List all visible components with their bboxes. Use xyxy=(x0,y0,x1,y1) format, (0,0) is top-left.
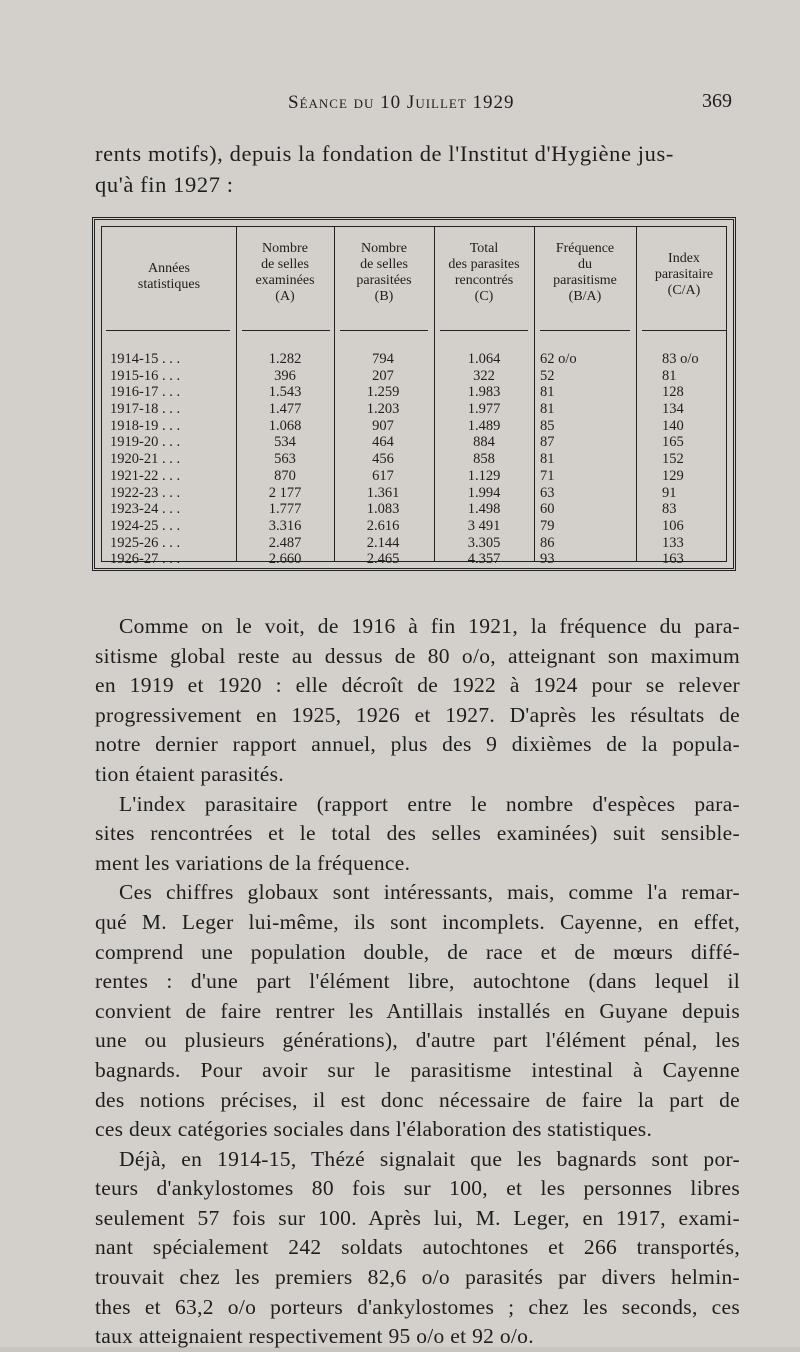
table-cell: 3 491 xyxy=(467,517,501,534)
table-row xyxy=(102,368,726,385)
text-line: Comme on le voit, de 1916 à fin 1921, la fréquence du para- xyxy=(119,614,740,638)
table-cell: 62 o/o xyxy=(540,351,577,367)
table-cell: 1.977 xyxy=(467,401,501,418)
table-cell: 322 xyxy=(473,367,495,384)
table-cell: 129 xyxy=(662,467,684,484)
table-cell: 81 xyxy=(540,451,555,468)
table-cell: 907 xyxy=(372,417,394,434)
paragraph xyxy=(95,790,740,879)
table-cell: 1923-24 . . . xyxy=(110,501,181,518)
table-cell: 456 xyxy=(372,451,394,468)
text-line: Ces chiffres globaux sont intéressants, mais, comme l'a remar- xyxy=(119,880,740,905)
text-line: sites rencontrées et le total des selles examinées) suit sensible- xyxy=(95,821,740,846)
table-cell: 794 xyxy=(372,351,394,367)
table-cell: 1.983 xyxy=(467,384,501,401)
text-line: qué M. Leger lui-même, ils sont incomplets. Cayenne, en effet, xyxy=(95,909,740,934)
text-line: sitisme global reste au dessus de 80 o/o, atteignant son maximum xyxy=(95,643,740,668)
table-cell: 134 xyxy=(662,401,684,418)
table-cell: 1.203 xyxy=(366,401,400,418)
table-cell: 2.465 xyxy=(366,551,400,568)
table-cell: 2.144 xyxy=(366,534,400,551)
page-number: 369 xyxy=(702,90,732,112)
table-cell: 4.357 xyxy=(467,551,501,568)
table-cell: 71 xyxy=(540,467,555,484)
table-cell: 3.305 xyxy=(467,534,501,551)
text-line: bagnards. Pour avoir sur le parasitisme intestinal à Cayenne xyxy=(95,1057,740,1082)
table-cell: 870 xyxy=(274,467,296,484)
table-cell: 1926-27 . . . xyxy=(110,551,181,568)
table-row xyxy=(102,501,726,518)
header-title: Séance du 10 Juillet 1929 xyxy=(288,92,515,113)
table-row xyxy=(102,384,726,401)
table-rows xyxy=(102,351,726,568)
table-cell: 534 xyxy=(274,434,296,451)
table-cell: 1924-25 . . . xyxy=(110,517,181,534)
table-cell: 1.777 xyxy=(268,501,302,518)
text-line: trouvait chez les premiers 82,6 o/o parasités par divers helmin- xyxy=(95,1265,740,1290)
table-row xyxy=(102,401,726,418)
table-cell: 2.616 xyxy=(366,517,400,534)
table-cell: 2.660 xyxy=(268,551,302,568)
table-cell: 1.083 xyxy=(366,501,400,518)
text-line: teurs d'ankylostomes 80 fois sur 100, et les personnes libres xyxy=(95,1176,740,1201)
intro-line: rents motifs), depuis la fondation de l'Institut d'Hygiène jus- xyxy=(95,141,674,166)
paragraph xyxy=(95,612,740,790)
table-cell: 81 xyxy=(540,384,555,401)
table-cell: 1.994 xyxy=(467,484,501,501)
table-cell: 617 xyxy=(372,467,394,484)
intro-text xyxy=(95,138,740,200)
text-line: progressivement en 1925, 1926 et 1927. D'après les résultats de xyxy=(95,702,740,727)
table-cell: 1914-15 . . . xyxy=(110,351,181,367)
table-cell: 81 xyxy=(540,401,555,418)
table-cell: 152 xyxy=(662,451,684,468)
body-text xyxy=(95,612,740,1352)
table-cell: 1921-22 . . . xyxy=(110,467,181,484)
table-cell: 2 177 xyxy=(268,484,302,501)
table-row xyxy=(102,418,726,435)
text-line: une ou plusieurs générations), d'autre part l'élément pénal, les xyxy=(95,1028,740,1053)
text-line: des notions précises, il est donc nécessaire de faire la part de xyxy=(95,1087,740,1112)
table-cell: 3.316 xyxy=(268,517,302,534)
text-line: L'index parasitaire (rapport entre le nombre d'espèces para- xyxy=(119,791,740,816)
running-header xyxy=(0,92,800,122)
table-row xyxy=(102,518,726,535)
table-cell: 83 xyxy=(662,501,677,518)
table-cell: 1917-18 . . . xyxy=(110,401,181,418)
table-cell: 1919-20 . . . xyxy=(110,434,181,451)
table-cell: 563 xyxy=(274,451,296,468)
column-header-index: Index parasitaire (C/A) xyxy=(654,251,714,298)
column-header-frequency: Fréquence du parasitisme (B/A) xyxy=(553,241,617,304)
table-cell: 1918-19 . . . xyxy=(110,417,181,434)
table-cell: 396 xyxy=(274,367,296,384)
table-cell: 1.259 xyxy=(366,384,400,401)
table-cell: 91 xyxy=(662,484,677,501)
text-line: notre dernier rapport annuel, plus des 9 dixièmes de la popula- xyxy=(95,732,740,757)
table-cell: 63 xyxy=(540,484,555,501)
table-row xyxy=(102,551,726,568)
column-header-years: Années statistiques xyxy=(137,261,201,292)
table-row xyxy=(102,434,726,451)
intro-line: qu'à fin 1927 : xyxy=(95,172,234,197)
text-line: nant spécialement 242 soldats autochtones et 266 transportés, xyxy=(95,1235,740,1260)
text-line: rentes : d'une part l'élément libre, autochtone (dans lequel il xyxy=(95,969,740,994)
column-header-total-parasites: Total des parasites rencontrés (C) xyxy=(448,241,520,304)
text-line: seulement 57 fois sur 100. Après lui, M. Leger, en 1917, exami- xyxy=(95,1205,740,1230)
table-cell: 106 xyxy=(662,517,684,534)
table-row xyxy=(102,485,726,502)
text-line: taux atteignaient respectivement 95 o/o et 92 o/o. xyxy=(95,1324,534,1349)
statistics-table xyxy=(92,217,736,571)
table-cell: 1.282 xyxy=(268,351,302,367)
table-cell: 140 xyxy=(662,417,684,434)
table-row xyxy=(102,468,726,485)
table-cell: 163 xyxy=(662,551,684,568)
paragraph xyxy=(95,878,740,1144)
column-header-examined: Nombre de selles examinées (A) xyxy=(255,241,315,304)
table-cell: 79 xyxy=(540,517,555,534)
table-cell: 1925-26 . . . xyxy=(110,534,181,551)
table-cell: 1.361 xyxy=(366,484,400,501)
table-row xyxy=(102,535,726,552)
paragraph xyxy=(95,1145,740,1352)
table-cell: 133 xyxy=(662,534,684,551)
table-cell: 207 xyxy=(372,367,394,384)
table-cell: 1922-23 . . . xyxy=(110,484,181,501)
text-line: comprend une population double, de race et de mœurs diffé- xyxy=(95,939,740,964)
table-row xyxy=(102,451,726,468)
table-cell: 1.489 xyxy=(467,417,501,434)
table-cell: 87 xyxy=(540,434,555,451)
table-cell: 2.487 xyxy=(268,534,302,551)
text-line: en 1919 et 1920 : elle décroît de 1922 à 1924 pour se relever xyxy=(95,673,740,698)
table-cell: 858 xyxy=(473,451,495,468)
table-cell: 60 xyxy=(540,501,555,518)
table-cell: 1.068 xyxy=(268,417,302,434)
table-cell: 86 xyxy=(540,534,555,551)
table-cell: 884 xyxy=(473,434,495,451)
table-row xyxy=(102,351,726,368)
text-line: ces deux catégories sociales dans l'élaboration des statistiques. xyxy=(95,1117,653,1142)
table-cell: 52 xyxy=(540,367,555,384)
column-header-parasitized: Nombre de selles parasitées (B) xyxy=(356,241,412,304)
table-cell: 464 xyxy=(372,434,394,451)
text-line: convient de faire rentrer les Antillais installés en Guyane depuis xyxy=(95,998,740,1023)
table-cell: 1916-17 . . . xyxy=(110,384,181,401)
table-cell: 165 xyxy=(662,434,684,451)
table-cell: 1.129 xyxy=(467,467,501,484)
table-body-frame xyxy=(101,226,727,568)
table-cell: 83 o/o xyxy=(662,351,699,367)
text-line: Déjà, en 1914-15, Thézé signalait que les bagnards sont por- xyxy=(119,1146,740,1171)
table-cell: 1.498 xyxy=(467,501,501,518)
table-cell: 1.064 xyxy=(467,351,501,367)
table-cell: 93 xyxy=(540,551,555,568)
table-cell: 81 xyxy=(662,367,677,384)
text-line: tion étaient parasités. xyxy=(95,761,284,786)
table-cell: 1915-16 . . . xyxy=(110,367,181,384)
table-cell: 1.477 xyxy=(268,401,302,418)
text-line: ment les variations de la fréquence. xyxy=(95,850,411,875)
table-cell: 85 xyxy=(540,417,555,434)
table-cell: 1.543 xyxy=(268,384,302,401)
text-line: thes et 63,2 o/o porteurs d'ankylostomes ; chez les seconds, ces xyxy=(95,1294,740,1319)
table-cell: 128 xyxy=(662,384,684,401)
table-cell: 1920-21 . . . xyxy=(110,451,181,468)
